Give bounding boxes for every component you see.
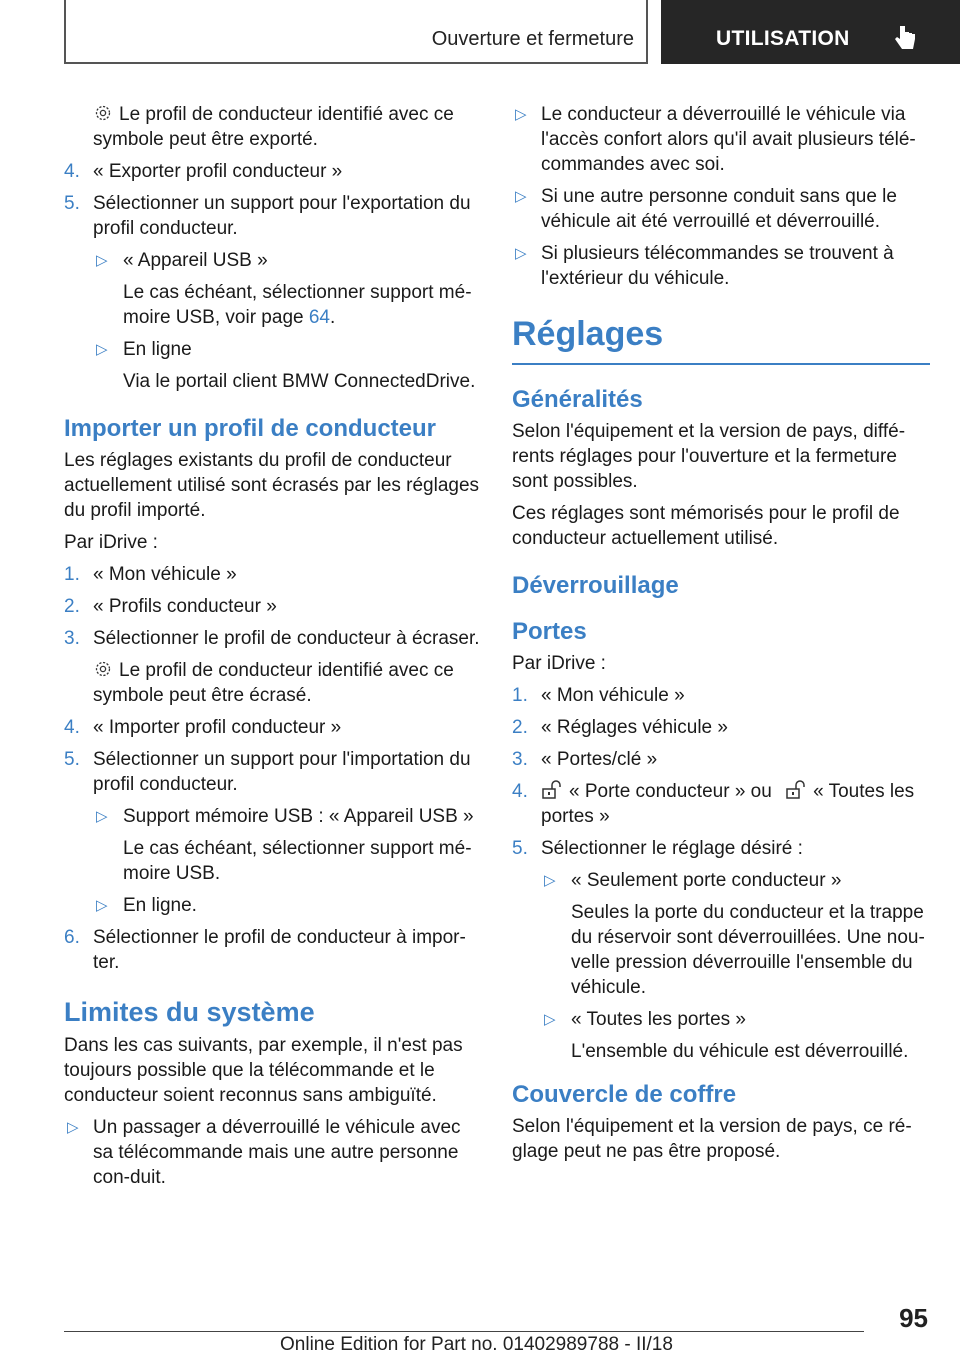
option-usb: ▷ « Appareil USB »: [96, 250, 268, 271]
triangle-bullet-icon: ▷: [96, 808, 108, 825]
doors-step-4: 4. « Porte conducteur » ou « Toutes les portes »: [512, 781, 915, 827]
gear-note-export: Le profil de conducteur identifié avec ce symbole peut être exporté.: [93, 104, 454, 150]
triangle-bullet-icon: ▷: [515, 106, 527, 123]
limits-intro: Dans les cas suivants, par exemple, il n'est pas toujours possible que la télécommande et le conducteur soient reconnus sans ambiguïté.: [64, 1035, 463, 1106]
limits-heading: Limites du système: [64, 997, 315, 1027]
import-option-online: ▷ En ligne.: [96, 895, 197, 916]
triangle-bullet-icon: ▷: [515, 188, 527, 205]
limits-bullet-1: ▷ Un passager a déverrouillé le véhicule avec sa télécommande mais une autre personne con-duit.: [67, 1117, 461, 1188]
coffre-paragraph: Selon l'équipement et la version de pays, ce ré-glage peut ne pas être proposé.: [512, 1116, 912, 1162]
import-heading: Importer un profil de conducteur: [64, 415, 437, 442]
limits-bullet-3: ▷ Si une autre personne conduit sans que le véhicule ait été verrouillé et déverrouillé.: [515, 186, 897, 232]
unlock-icon: [785, 780, 807, 800]
par-idrive-label: Par iDrive :: [64, 532, 158, 553]
deverrouillage-heading: Déverrouillage: [512, 572, 679, 599]
generalites-heading: Généralités: [512, 386, 643, 413]
export-step-4: 4. « Exporter profil conducteur »: [64, 161, 343, 182]
generalites-p2: Ces réglages sont mémorisés pour le profil de conducteur actuellement utilisé.: [512, 503, 900, 549]
triangle-bullet-icon: ▷: [544, 1011, 556, 1028]
triangle-bullet-icon: ▷: [544, 872, 556, 889]
export-step-5: 5. Sélectionner un support pour l'exportation du profil conducteur.: [64, 193, 471, 239]
triangle-bullet-icon: ▷: [515, 245, 527, 262]
import-intro: Les réglages existants du profil de conducteur actuellement utilisé sont écrasés par les réglages du profil importé.: [64, 450, 480, 521]
doors-option-all: ▷ « Toutes les portes »: [544, 1009, 746, 1030]
footer-edition: Online Edition for Part no. 01402989788 - II/18: [280, 1334, 673, 1355]
header-section-tab: [64, 0, 648, 64]
import-option-usb-note: Le cas échéant, sélectionner support mé-moire USB.: [123, 838, 472, 884]
right-column: [512, 102, 930, 1171]
hand-icon: [893, 24, 919, 52]
footer-divider: [64, 1331, 864, 1332]
limits-bullet-2: ▷ Le conducteur a déverrouillé le véhicule via l'accès confort alors qu'il avait plusieurs télé-commandes avec soi.: [515, 104, 916, 175]
triangle-bullet-icon: ▷: [96, 252, 108, 269]
doors-option-driver-note: Seules la porte du conducteur et la trappe du réservoir sont déverrouillées. Une nou-velle pression déverrouille l'ensemble du véhicule.: [571, 902, 925, 998]
portes-heading: Portes: [512, 618, 587, 645]
doors-option-driver: ▷ « Seulement porte conducteur »: [544, 870, 842, 891]
header-chapter-tab: [661, 0, 960, 64]
unlock-icon: [541, 780, 563, 800]
triangle-bullet-icon: ▷: [96, 341, 108, 358]
page-link[interactable]: 64: [308, 307, 330, 328]
header-section-title: Ouverture et fermeture: [431, 28, 634, 50]
gear-note-import: Le profil de conducteur identifié avec ce symbole peut être écrasé.: [93, 660, 454, 706]
import-step-6: 6. Sélectionner le profil de conducteur à impor-ter.: [64, 927, 466, 973]
triangle-bullet-icon: ▷: [96, 897, 108, 914]
page-number: 95: [899, 1303, 928, 1333]
option-usb-note: Le cas échéant, sélectionner support mé-moire USB, voir page 64.: [123, 282, 472, 328]
generalites-p1: Selon l'équipement et la version de pays, diffé-rents réglages pour l'ouverture et la fermeture sont possibles.: [512, 421, 906, 492]
triangle-bullet-icon: ▷: [67, 1119, 79, 1136]
doors-step-5: 5. Sélectionner le réglage désiré :: [512, 838, 803, 859]
doors-step-3: 3. « Portes/clé »: [512, 749, 658, 770]
doors-step-2: 2. « Réglages véhicule »: [512, 717, 728, 738]
header-chapter-title: UTILISATION: [716, 27, 850, 50]
import-step-2: 2. « Profils conducteur »: [64, 596, 277, 617]
import-step-1: 1. « Mon véhicule »: [64, 564, 237, 585]
import-step-4: 4. « Importer profil conducteur »: [64, 717, 342, 738]
option-online-note: Via le portail client BMW ConnectedDrive.: [123, 371, 476, 392]
gear-icon: [93, 659, 113, 679]
option-online: ▷ En ligne: [96, 339, 192, 360]
doors-option-all-note: L'ensemble du véhicule est déverrouillé.: [571, 1041, 909, 1062]
coffre-heading: Couvercle de coffre: [512, 1081, 737, 1108]
import-option-usb: ▷ Support mémoire USB : « Appareil USB »: [96, 806, 474, 827]
limits-bullet-4: ▷ Si plusieurs télécommandes se trouvent à l'extérieur du véhicule.: [515, 243, 894, 289]
reglages-heading: Réglages: [512, 313, 930, 365]
left-column: [64, 102, 482, 1197]
gear-icon: [93, 103, 113, 123]
import-step-5: 5. Sélectionner un support pour l'importation du profil conducteur.: [64, 749, 471, 795]
doors-step-1: 1. « Mon véhicule »: [512, 685, 685, 706]
import-step-3: 3. Sélectionner le profil de conducteur à écraser.: [64, 628, 480, 649]
par-idrive-label-right: Par iDrive :: [512, 653, 606, 674]
